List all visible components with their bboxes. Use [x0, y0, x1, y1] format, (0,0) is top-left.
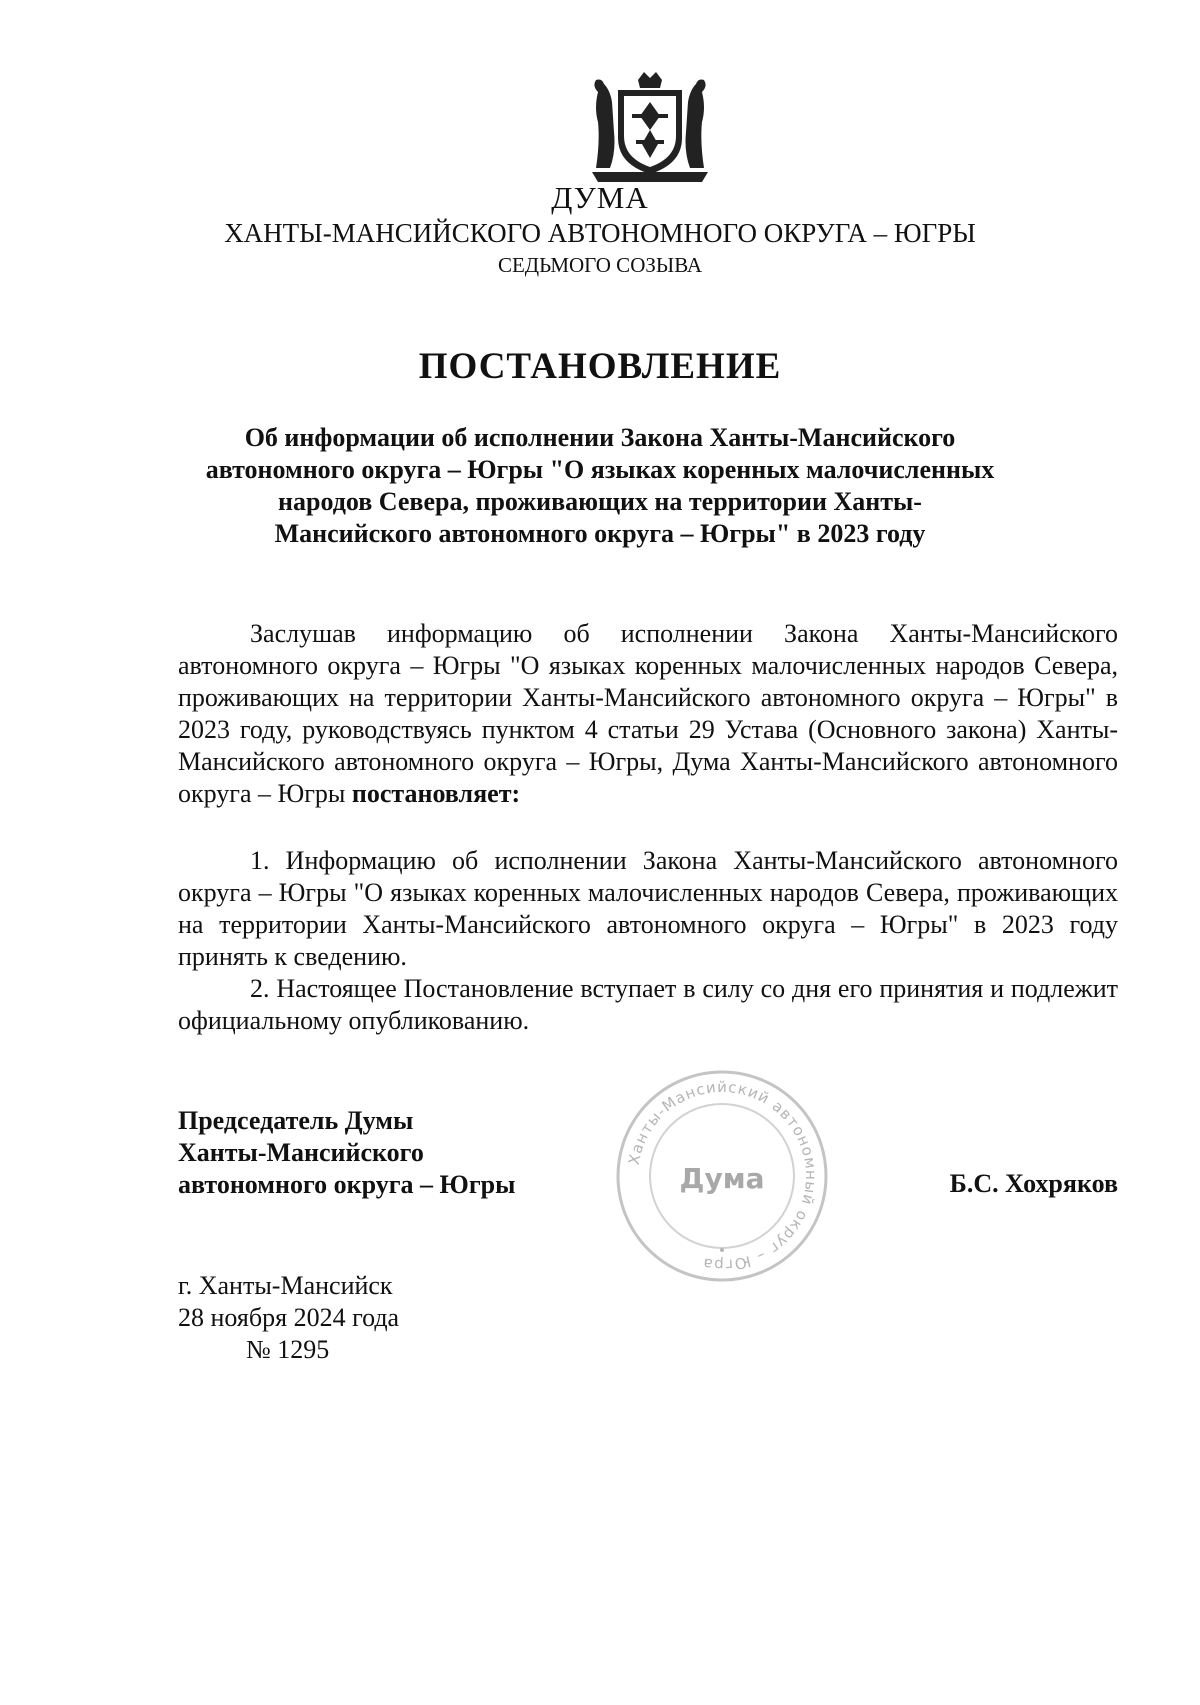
coat-of-arms-emblem [588, 72, 712, 184]
signatory-role-line: Председатель Думы [178, 1106, 414, 1135]
preamble-text: Заслушав информацию об исполнении Закона Ханты-Мансийского автономного округа – Югры "О языках коренных малочисленных народов Севера, проживающих на территории Ханты-Мансийского автономного округа – Югры" в 2023 году, руководствуясь пунктом 4 статьи 29 Устава (Основного закона) Ханты-Мансийского автономного округа – Югры, Дума Ханты-Мансийского автономного округа – Югры [178, 619, 1118, 808]
issue-place: г. Ханты-Мансийск [178, 1271, 393, 1300]
svg-text:Дума: Дума [679, 1162, 765, 1195]
signatory-role [178, 1105, 515, 1201]
svg-text:Ханты-Мансийский автономный ок: Ханты-Мансийский автономный округ – Югра [624, 1077, 821, 1275]
resolution-item-2 [178, 973, 1118, 1037]
document-subject: Об информации об исполнении Закона Ханты-Мансийского автономного округа – Югры "О языках коренных малочисленных народов Севера, проживающих на территории Ханты-Мансийского автономного округа – Югры" в 2023 году [205, 423, 995, 548]
resolution-item-1 [178, 845, 1118, 973]
issue-date: 28 ноября 2024 года [178, 1303, 400, 1332]
resolution-item-text: 2. Настоящее Постановление вступает в силу со дня его принятия и подлежит официальному опубликованию. [178, 974, 1118, 1035]
preamble-paragraph [178, 618, 1118, 810]
resolves-keyword: постановляет: [351, 779, 521, 808]
signatory-role-line: Ханты-Мансийского [178, 1138, 424, 1167]
document-type-heading: ПОСТАНОВЛЕНИЕ [418, 346, 782, 387]
signatory-name: Б.С. Хохряков [949, 1169, 1118, 1198]
place-date-block [178, 1270, 399, 1366]
official-stamp [612, 1066, 832, 1286]
document-number: № 1295 [246, 1335, 330, 1364]
organization-title: ДУМА [551, 180, 649, 215]
resolution-item-text: 1. Информацию об исполнении Закона Ханты-Мансийского автономного округа – Югры "О языках коренных малочисленных народов Севера, проживающих на территории Ханты-Мансийского автономного округа – Югры" в 2023 году принять к сведению. [178, 846, 1118, 971]
convocation-title: СЕДЬМОГО СОЗЫВА [497, 253, 703, 277]
signatory-role-line: автономного округа – Югры [178, 1170, 516, 1199]
region-title: ХАНТЫ-МАНСИЙСКОГО АВТОНОМНОГО ОКРУГА – ЮГРЫ [224, 218, 976, 248]
